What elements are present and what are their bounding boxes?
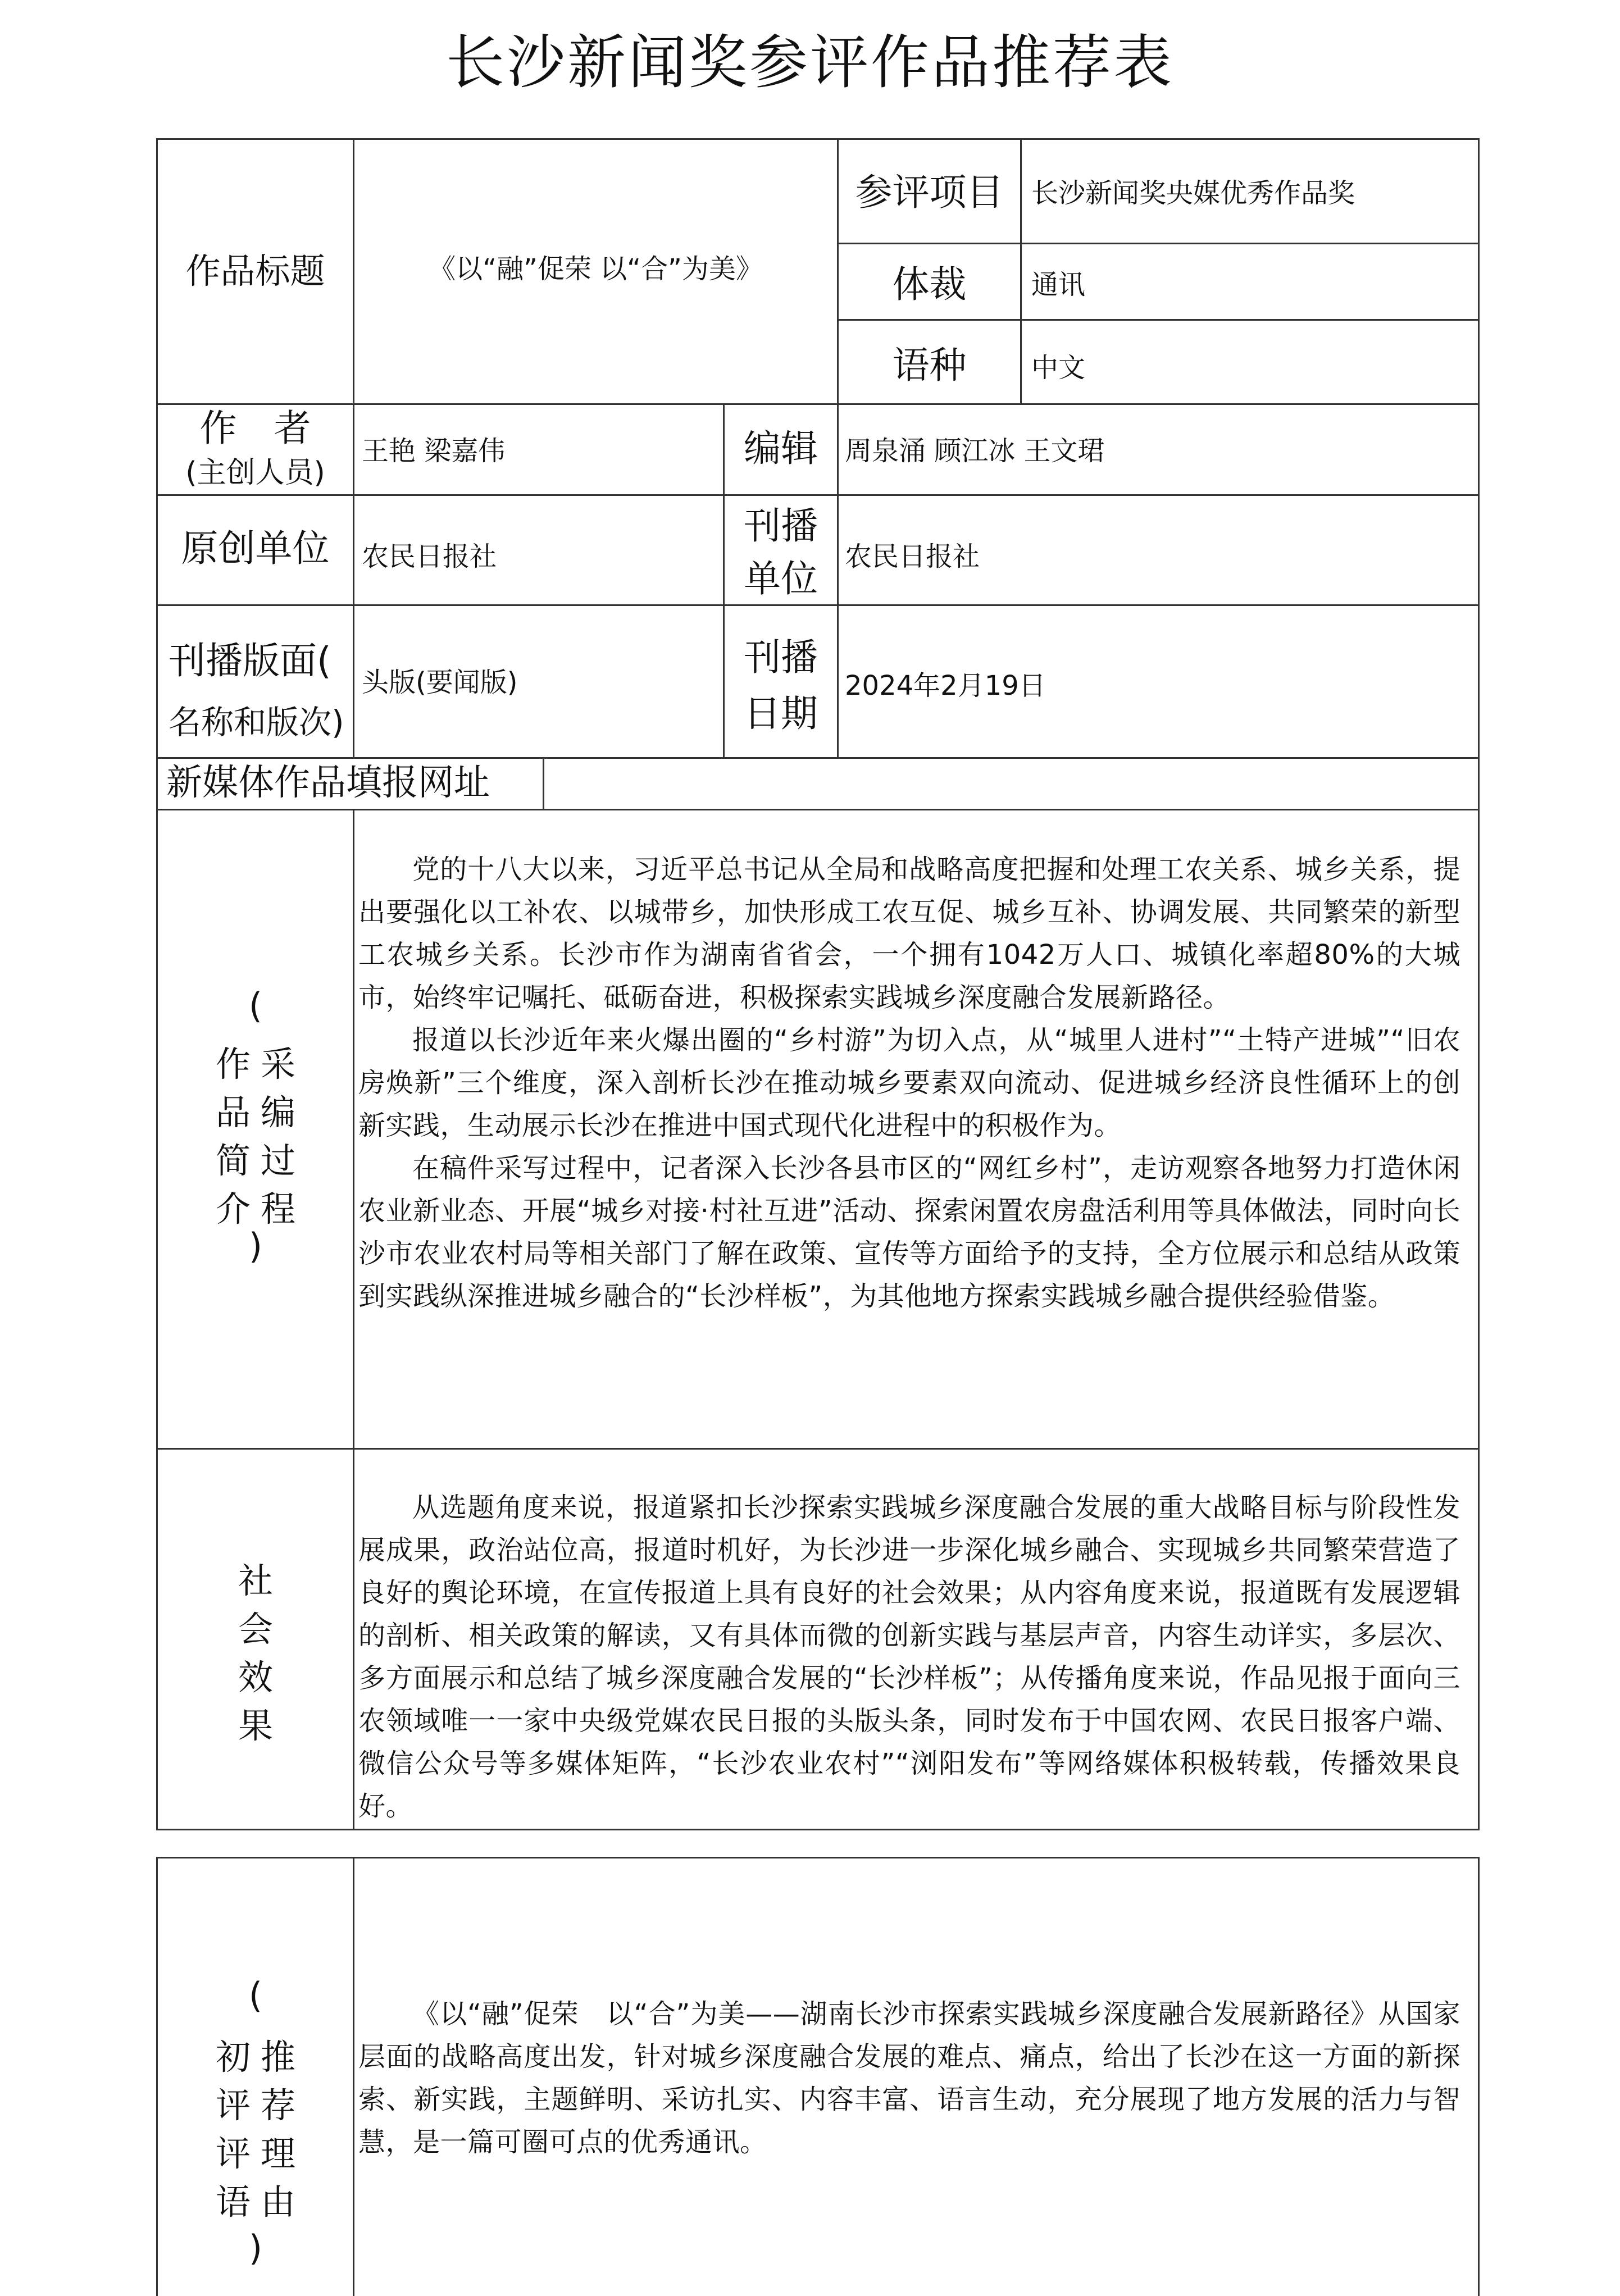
origin-unit-value: 农民日报社 — [362, 541, 497, 572]
effect-label-char: 社 — [238, 1560, 273, 1601]
reason-label-close-paren: ) — [248, 2227, 263, 2268]
new-media-url-label: 新媒体作品填报网址 — [166, 762, 490, 804]
genre-label: 体裁 — [892, 263, 967, 306]
effect-label-char: 效 — [238, 1657, 273, 1698]
reason-label-char: 语 — [215, 2181, 251, 2222]
intro-label-char: 程 — [260, 1188, 295, 1229]
language-value: 中文 — [1031, 352, 1086, 384]
work-title-value: 《以“融”促荣 以“合”为美》 — [429, 253, 763, 285]
effect-label-char: 会 — [238, 1609, 273, 1650]
intro-label-char: 品 — [215, 1092, 251, 1133]
intro-body — [358, 848, 1460, 1318]
intro-label-char: 介 — [215, 1188, 251, 1229]
intro-label-char: 过 — [260, 1140, 295, 1181]
reason-label-char: 评 — [215, 2133, 251, 2174]
intro-label-close-paren: ) — [248, 1226, 263, 1267]
intro-label-char: 采 — [260, 1044, 295, 1085]
editor-value: 周泉涌 顾江冰 王文珺 — [845, 435, 1105, 467]
category-label: 参评项目 — [855, 171, 1004, 214]
intro-label-char: 作 — [215, 1044, 251, 1085]
reason-label-char: 由 — [260, 2181, 295, 2222]
author-value: 王艳 梁嘉伟 — [362, 435, 506, 467]
reason-paragraph: 《以“融”促荣 以“合”为美——湖南长沙市探索实践城乡深度融合发展新路径》从国家层面的战略高度出发，针对城乡深度融合发展的难点、痛点，给出了长沙在这一方面的新探索、新实践，主题鲜明、采访扎实、内容丰富、语言生动，充分展现了地方发展的活力与智慧，是一篇可圈可点的优秀通讯。 — [358, 1998, 1460, 2158]
reason-label-char: 荐 — [260, 2085, 295, 2126]
author-label-sub: (主创人员) — [185, 456, 325, 490]
publish-date-value: 2024年2月19日 — [845, 670, 1046, 701]
intro-paragraph: 党的十八大以来，习近平总书记从全局和战略高度把握和处理工农关系、城乡关系，提出要强化以工补农、以城带乡，加快形成工农互促、城乡互补、协调发展、共同繁荣的新型工农城乡关系。长沙市作为湖南省省会，一个拥有1042万人口、城镇化率超80%的大城市，始终牢记嘱托、砥砺奋进，积极探索实践城乡深度融合发展新路径。 — [358, 854, 1460, 1013]
reason-label-char: 初 — [215, 2037, 251, 2078]
effect-label — [230, 1557, 281, 1750]
intro-paragraph: 在稿件采写过程中，记者深入长沙各县市区的“网红乡村”，走访观察各地努力打造休闲农业新业态、开展“城乡对接·村社互进”活动、探索闲置农房盘活利用等具体做法，同时向长沙市农业农村局等相关部门了解在政策、宣传等方面给予的支持，全方位展示和总结从政策到实践纵深推进城乡融合的“长沙样板”，为其他地方探索实践城乡融合提供经验借鉴。 — [358, 1152, 1460, 1312]
reason-label-char: 理 — [260, 2133, 295, 2174]
publish-unit-label: 刊播 — [744, 504, 818, 548]
publish-date-label: 刊播 — [744, 636, 818, 679]
reason-label-open-paren: ( — [248, 1975, 263, 2016]
genre-value: 通讯 — [1031, 269, 1086, 300]
publish-page-label: 刊播版面( — [169, 639, 331, 682]
intro-label-char: 编 — [260, 1092, 295, 1133]
work-title-label: 作品标题 — [185, 250, 325, 291]
form-title: 长沙新闻奖参评作品推荐表 — [445, 28, 1174, 97]
publish-unit-label-2: 单位 — [744, 557, 818, 600]
publish-date-label-2: 日期 — [744, 692, 818, 735]
editor-label: 编辑 — [744, 427, 818, 470]
intro-paragraph: 报道以长沙近年来火爆出圈的“乡村游”为切入点，从“城里人进村”“土特产进城”“旧农房焕新”三个维度，深入剖析长沙在推动城乡要素双向流动、促进城乡经济良性循环上的创新实践，生动展示长沙在推进中国式现代化进程中的积极作为。 — [358, 1024, 1460, 1141]
effect-paragraph: 从选题角度来说，报道紧扣长沙探索实践城乡深度融合发展的重大战略目标与阶段性发展成果，政治站位高，报道时机好，为长沙进一步深化城乡融合、实现城乡共同繁荣营造了良好的舆论环境，在宣传报道上具有良好的社会效果；从内容角度来说，报道既有发展逻辑的剖析、相关政策的解读，又有具体而微的创新实践与基层声音，内容生动详实，多层次、多方面展示和总结了城乡深度融合发展的“长沙样板”；从传播角度来说，作品见报于面向三农领域唯一一家中央级党媒农民日报的头版头条，同时发布于中国农网、农民日报客户端、微信公众号等多媒体矩阵，“长沙农业农村”“浏阳发布”等网络媒体积极转载，传播效果良好。 — [358, 1492, 1460, 1822]
publish-page-value: 头版(要闻版) — [362, 667, 518, 698]
reason-label-char: 评 — [215, 2085, 251, 2126]
language-label: 语种 — [892, 344, 967, 387]
author-label: 作 者 — [199, 407, 311, 450]
intro-label-open-paren: ( — [248, 985, 263, 1026]
publish-page-label-2: 名称和版次) — [169, 703, 344, 741]
category-value: 长沙新闻奖央媒优秀作品奖 — [1031, 177, 1355, 209]
intro-label-char: 简 — [215, 1140, 251, 1181]
origin-unit-label: 原创单位 — [181, 527, 330, 570]
reason-label-char: 推 — [260, 2037, 295, 2078]
effect-label-char: 果 — [238, 1705, 273, 1746]
publish-unit-value: 农民日报社 — [845, 541, 980, 572]
